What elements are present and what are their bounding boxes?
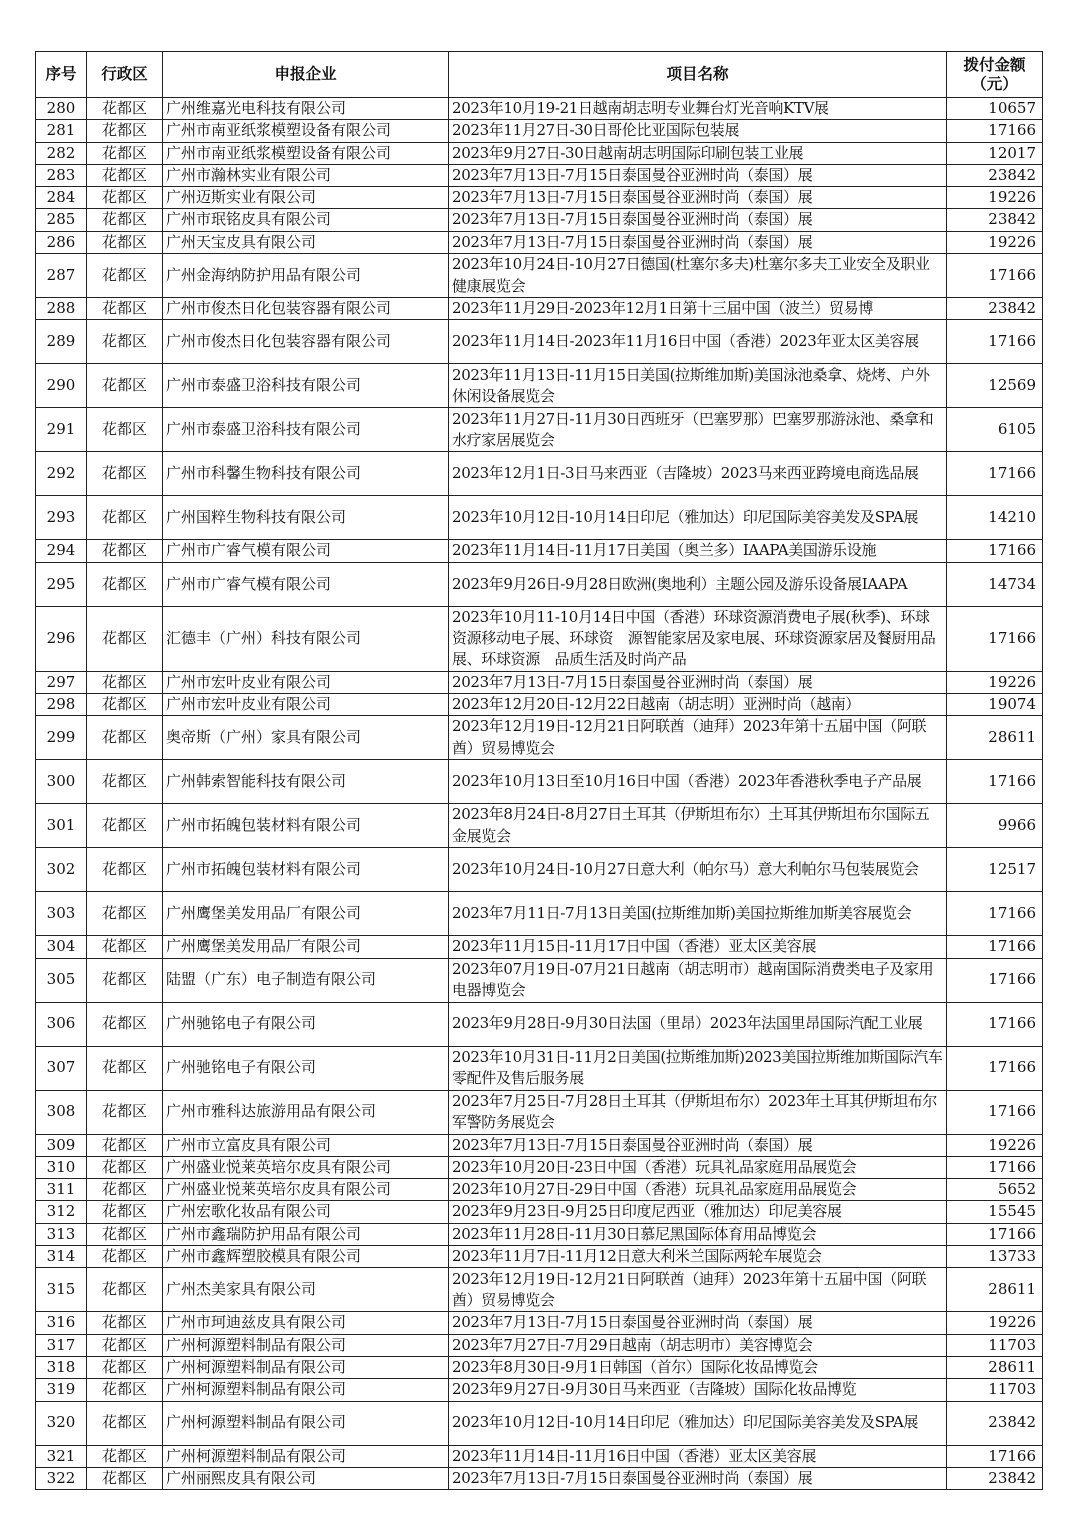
row-project: 2023年10月19-21日越南胡志明专业舞台灯光音响KTV展 — [449, 98, 947, 120]
row-company: 广州市鑫瑞防护用品有限公司 — [163, 1223, 449, 1245]
row-company: 广州柯源塑料制品有限公司 — [163, 1334, 449, 1356]
row-company: 广州市南亚纸浆模塑设备有限公司 — [163, 120, 449, 142]
funding-table — [35, 51, 1043, 1490]
row-company: 广州市宏叶皮业有限公司 — [163, 671, 449, 693]
row-district: 花都区 — [87, 848, 163, 892]
row-serial: 316 — [36, 1312, 87, 1334]
table-row — [36, 1002, 1043, 1046]
row-district: 花都区 — [87, 606, 163, 671]
row-district: 花都区 — [87, 804, 163, 848]
row-serial: 306 — [36, 1002, 87, 1046]
row-company: 广州市拓魄包装材料有限公司 — [163, 848, 449, 892]
row-project: 2023年7月13日-7月15日泰国曼谷亚洲时尚（泰国）展 — [449, 671, 947, 693]
row-project: 2023年11月7日-11月12日意大利米兰国际两轮车展览会 — [449, 1246, 947, 1268]
row-amount: 19226 — [947, 671, 1043, 693]
row-serial: 309 — [36, 1134, 87, 1156]
row-district: 花都区 — [87, 1046, 163, 1090]
row-project: 2023年11月14日-2023年11月16日中国（香港）2023年亚太区美容展 — [449, 320, 947, 364]
row-company: 广州市瀚林实业有限公司 — [163, 164, 449, 186]
row-company: 广州柯源塑料制品有限公司 — [163, 1356, 449, 1378]
row-amount: 17166 — [947, 452, 1043, 496]
row-project: 2023年9月27日-9月30日马来西亚（吉隆坡）国际化妆品博览 — [449, 1379, 947, 1401]
row-company: 广州柯源塑料制品有限公司 — [163, 1445, 449, 1467]
row-company: 广州丽熙皮具有限公司 — [163, 1467, 449, 1489]
row-serial: 283 — [36, 164, 87, 186]
row-company: 广州鹰堡美发用品厂有限公司 — [163, 892, 449, 936]
table-row — [36, 452, 1043, 496]
table-row — [36, 209, 1043, 231]
row-company: 广州市泰盛卫浴科技有限公司 — [163, 364, 449, 408]
row-company: 广州市珂迪兹皮具有限公司 — [163, 1312, 449, 1334]
row-serial: 302 — [36, 848, 87, 892]
row-project: 2023年7月27日-7月29日越南（胡志明市）美容博览会 — [449, 1334, 947, 1356]
row-project: 2023年10月24日-10月27日意大利（帕尔马）意大利帕尔马包装展览会 — [449, 848, 947, 892]
row-district: 花都区 — [87, 1268, 163, 1312]
row-district: 花都区 — [87, 1356, 163, 1378]
row-amount: 11703 — [947, 1334, 1043, 1356]
row-serial: 286 — [36, 231, 87, 253]
row-district: 花都区 — [87, 936, 163, 958]
table-row — [36, 1379, 1043, 1401]
row-project: 2023年7月13日-7月15日泰国曼谷亚洲时尚（泰国）展 — [449, 1134, 947, 1156]
row-serial: 315 — [36, 1268, 87, 1312]
row-serial: 299 — [36, 716, 87, 760]
row-district: 花都区 — [87, 716, 163, 760]
header-amount: 拨付金额 （元） — [947, 52, 1043, 98]
table-row — [36, 1268, 1043, 1312]
row-district: 花都区 — [87, 1201, 163, 1223]
row-district: 花都区 — [87, 562, 163, 606]
row-amount: 19226 — [947, 187, 1043, 209]
row-district: 花都区 — [87, 1134, 163, 1156]
row-serial: 304 — [36, 936, 87, 958]
row-serial: 305 — [36, 958, 87, 1002]
row-district: 花都区 — [87, 540, 163, 562]
row-amount: 17166 — [947, 320, 1043, 364]
row-district: 花都区 — [87, 1445, 163, 1467]
row-amount: 17166 — [947, 1156, 1043, 1178]
table-row — [36, 693, 1043, 715]
table-row — [36, 848, 1043, 892]
table-row — [36, 892, 1043, 936]
table-row — [36, 254, 1043, 298]
row-district: 花都区 — [87, 958, 163, 1002]
row-district: 花都区 — [87, 1467, 163, 1489]
table-row — [36, 364, 1043, 408]
row-amount: 9966 — [947, 804, 1043, 848]
table-row — [36, 936, 1043, 958]
row-serial: 317 — [36, 1334, 87, 1356]
row-amount: 14734 — [947, 562, 1043, 606]
table-row — [36, 1312, 1043, 1334]
header-project: 项目名称 — [449, 52, 947, 98]
row-company: 广州盛业悦莱英培尔皮具有限公司 — [163, 1179, 449, 1201]
row-amount: 28611 — [947, 716, 1043, 760]
row-serial: 321 — [36, 1445, 87, 1467]
row-project: 2023年7月25日-7月28日土耳其（伊斯坦布尔）2023年土耳其伊斯坦布尔军警防务展览会 — [449, 1090, 947, 1134]
row-district: 花都区 — [87, 364, 163, 408]
row-amount: 19074 — [947, 693, 1043, 715]
table-row — [36, 1401, 1043, 1445]
row-project: 2023年7月13日-7月15日泰国曼谷亚洲时尚（泰国）展 — [449, 164, 947, 186]
row-project: 2023年9月23日-9月25日印度尼西亚（雅加达）印尼美容展 — [449, 1201, 947, 1223]
row-project: 2023年10月13日至10月16日中国（香港）2023年香港秋季电子产品展 — [449, 760, 947, 804]
row-company: 广州迈斯实业有限公司 — [163, 187, 449, 209]
row-project: 2023年12月1日-3日马来西亚（吉隆坡）2023马来西亚跨境电商选品展 — [449, 452, 947, 496]
row-serial: 287 — [36, 254, 87, 298]
table-row — [36, 1445, 1043, 1467]
row-amount: 14210 — [947, 496, 1043, 540]
table-row — [36, 540, 1043, 562]
row-serial: 298 — [36, 693, 87, 715]
row-company: 广州盛业悦莱英培尔皮具有限公司 — [163, 1156, 449, 1178]
row-company: 广州维嘉光电科技有限公司 — [163, 98, 449, 120]
row-serial: 310 — [36, 1156, 87, 1178]
row-project: 2023年10月11-10月14日中国（香港）环球资源消费电子展(秋季)、环球资源移动电子展、环球资 源智能家居及家电展、环球资源家居及餐厨用品展、环球资源 品质生活及时尚产品 — [449, 606, 947, 671]
row-company: 广州国粹生物科技有限公司 — [163, 496, 449, 540]
row-project: 2023年12月20日-12月22日越南（胡志明）亚洲时尚（越南） — [449, 693, 947, 715]
row-amount: 17166 — [947, 1223, 1043, 1245]
row-district: 花都区 — [87, 209, 163, 231]
row-district: 花都区 — [87, 1223, 163, 1245]
table-row — [36, 320, 1043, 364]
row-serial: 314 — [36, 1246, 87, 1268]
table-row — [36, 496, 1043, 540]
header-serial: 序号 — [36, 52, 87, 98]
row-amount: 5652 — [947, 1179, 1043, 1201]
row-serial: 308 — [36, 1090, 87, 1134]
row-district: 花都区 — [87, 452, 163, 496]
header-company: 申报企业 — [163, 52, 449, 98]
row-amount: 19226 — [947, 231, 1043, 253]
row-district: 花都区 — [87, 1179, 163, 1201]
row-serial: 290 — [36, 364, 87, 408]
header-row — [36, 52, 1043, 98]
table-row — [36, 98, 1043, 120]
row-district: 花都区 — [87, 98, 163, 120]
row-district: 花都区 — [87, 1156, 163, 1178]
row-company: 广州杰美家具有限公司 — [163, 1268, 449, 1312]
row-district: 花都区 — [87, 1246, 163, 1268]
row-district: 花都区 — [87, 187, 163, 209]
row-company: 广州市南亚纸浆模塑设备有限公司 — [163, 142, 449, 164]
row-district: 花都区 — [87, 254, 163, 298]
row-district: 花都区 — [87, 693, 163, 715]
row-serial: 320 — [36, 1401, 87, 1445]
row-company: 广州驰铭电子有限公司 — [163, 1002, 449, 1046]
row-district: 花都区 — [87, 1401, 163, 1445]
table-row — [36, 298, 1043, 320]
row-district: 花都区 — [87, 408, 163, 452]
row-company: 广州宏歌化妆品有限公司 — [163, 1201, 449, 1223]
row-district: 花都区 — [87, 320, 163, 364]
row-serial: 312 — [36, 1201, 87, 1223]
row-amount: 17166 — [947, 606, 1043, 671]
row-company: 广州市鑫辉塑胶模具有限公司 — [163, 1246, 449, 1268]
row-amount: 12517 — [947, 848, 1043, 892]
row-amount: 17166 — [947, 1090, 1043, 1134]
row-serial: 322 — [36, 1467, 87, 1489]
table-body — [36, 98, 1043, 1490]
row-serial: 307 — [36, 1046, 87, 1090]
row-company: 广州市俊杰日化包装容器有限公司 — [163, 298, 449, 320]
row-serial: 296 — [36, 606, 87, 671]
row-serial: 285 — [36, 209, 87, 231]
row-project: 2023年11月27日-11月30日西班牙（巴塞罗那）巴塞罗那游泳池、桑拿和水疗家居展览会 — [449, 408, 947, 452]
table-row — [36, 1090, 1043, 1134]
row-company: 汇德丰（广州）科技有限公司 — [163, 606, 449, 671]
table-row — [36, 231, 1043, 253]
row-company: 广州驰铭电子有限公司 — [163, 1046, 449, 1090]
table-row — [36, 187, 1043, 209]
row-company: 广州市广睿气模有限公司 — [163, 540, 449, 562]
row-project: 2023年8月24日-8月27日土耳其（伊斯坦布尔）土耳其伊斯坦布尔国际五金展览会 — [449, 804, 947, 848]
row-amount: 17166 — [947, 936, 1043, 958]
row-district: 花都区 — [87, 1090, 163, 1134]
row-project: 2023年9月28日-9月30日法国（里昂）2023年法国里昂国际汽配工业展 — [449, 1002, 947, 1046]
table-row — [36, 1134, 1043, 1156]
row-project: 2023年10月24日-10月27日德国(杜塞尔多夫)杜塞尔多夫工业安全及职业健康展览会 — [449, 254, 947, 298]
row-amount: 11703 — [947, 1379, 1043, 1401]
table-row — [36, 958, 1043, 1002]
row-company: 广州市宏叶皮业有限公司 — [163, 693, 449, 715]
table-row — [36, 1179, 1043, 1201]
row-project: 2023年11月28日-11月30日慕尼黑国际体育用品博览会 — [449, 1223, 947, 1245]
row-amount: 17166 — [947, 120, 1043, 142]
row-project: 2023年9月26日-9月28日欧洲(奥地利）主题公园及游乐设备展IAAPA — [449, 562, 947, 606]
row-district: 花都区 — [87, 1002, 163, 1046]
row-amount: 17166 — [947, 958, 1043, 1002]
table-row — [36, 716, 1043, 760]
row-serial: 300 — [36, 760, 87, 804]
row-amount: 17166 — [947, 254, 1043, 298]
row-project: 2023年11月15日-11月17日中国（香港）亚太区美容展 — [449, 936, 947, 958]
row-project: 2023年11月14日-11月17日美国（奥兰多）IAAPA美国游乐设施 — [449, 540, 947, 562]
row-serial: 303 — [36, 892, 87, 936]
header-district: 行政区 — [87, 52, 163, 98]
row-district: 花都区 — [87, 231, 163, 253]
row-project: 2023年8月30日-9月1日韩国（首尔）国际化妆品博览会 — [449, 1356, 947, 1378]
row-amount: 17166 — [947, 1046, 1043, 1090]
row-serial: 282 — [36, 142, 87, 164]
row-serial: 313 — [36, 1223, 87, 1245]
row-serial: 280 — [36, 98, 87, 120]
row-project: 2023年7月13日-7月15日泰国曼谷亚洲时尚（泰国）展 — [449, 1467, 947, 1489]
table-row — [36, 164, 1043, 186]
row-amount: 10657 — [947, 98, 1043, 120]
row-district: 花都区 — [87, 120, 163, 142]
row-company: 陆盟（广东）电子制造有限公司 — [163, 958, 449, 1002]
table-row — [36, 1223, 1043, 1245]
row-company: 广州市立富皮具有限公司 — [163, 1134, 449, 1156]
row-amount: 19226 — [947, 1312, 1043, 1334]
row-serial: 289 — [36, 320, 87, 364]
row-amount: 13733 — [947, 1246, 1043, 1268]
table-row — [36, 1467, 1043, 1489]
row-company: 广州市广睿气模有限公司 — [163, 562, 449, 606]
row-company: 广州市俊杰日化包装容器有限公司 — [163, 320, 449, 364]
row-company: 广州柯源塑料制品有限公司 — [163, 1379, 449, 1401]
table-row — [36, 671, 1043, 693]
row-district: 花都区 — [87, 164, 163, 186]
row-project: 2023年11月13日-11月15日美国(拉斯维加斯)美国泳池桑拿、烧烤、户外休闲设备展览会 — [449, 364, 947, 408]
table-row — [36, 606, 1043, 671]
row-district: 花都区 — [87, 142, 163, 164]
row-district: 花都区 — [87, 496, 163, 540]
row-district: 花都区 — [87, 1379, 163, 1401]
table-row — [36, 760, 1043, 804]
row-company: 广州市珉铭皮具有限公司 — [163, 209, 449, 231]
row-amount: 23842 — [947, 209, 1043, 231]
row-company: 广州金海纳防护用品有限公司 — [163, 254, 449, 298]
row-amount: 28611 — [947, 1268, 1043, 1312]
row-serial: 291 — [36, 408, 87, 452]
row-project: 2023年10月12日-10月14日印尼（雅加达）印尼国际美容美发及SPA展 — [449, 1401, 947, 1445]
row-amount: 28611 — [947, 1356, 1043, 1378]
table-row — [36, 120, 1043, 142]
table-row — [36, 562, 1043, 606]
row-company: 广州市拓魄包装材料有限公司 — [163, 804, 449, 848]
row-amount: 15545 — [947, 1201, 1043, 1223]
table-row — [36, 1356, 1043, 1378]
table-row — [36, 1046, 1043, 1090]
row-company: 广州韩索智能科技有限公司 — [163, 760, 449, 804]
row-amount: 17166 — [947, 760, 1043, 804]
row-serial: 301 — [36, 804, 87, 848]
row-amount: 23842 — [947, 1401, 1043, 1445]
row-amount: 17166 — [947, 540, 1043, 562]
row-project: 2023年11月29日-2023年12月1日第十三届中国（波兰）贸易博 — [449, 298, 947, 320]
row-amount: 12569 — [947, 364, 1043, 408]
row-district: 花都区 — [87, 1312, 163, 1334]
row-project: 2023年7月13日-7月15日泰国曼谷亚洲时尚（泰国）展 — [449, 231, 947, 253]
row-amount: 6105 — [947, 408, 1043, 452]
row-amount: 17166 — [947, 1445, 1043, 1467]
row-serial: 284 — [36, 187, 87, 209]
row-district: 花都区 — [87, 760, 163, 804]
table-row — [36, 408, 1043, 452]
row-serial: 319 — [36, 1379, 87, 1401]
row-company: 广州市雅科达旅游用品有限公司 — [163, 1090, 449, 1134]
row-amount: 23842 — [947, 298, 1043, 320]
row-district: 花都区 — [87, 671, 163, 693]
row-serial: 311 — [36, 1179, 87, 1201]
row-company: 奥帝斯（广州）家具有限公司 — [163, 716, 449, 760]
table-row — [36, 1334, 1043, 1356]
row-project: 2023年11月14日-11月16日中国（香港）亚太区美容展 — [449, 1445, 947, 1467]
row-serial: 281 — [36, 120, 87, 142]
row-amount: 17166 — [947, 892, 1043, 936]
row-project: 2023年10月27日-29日中国（香港）玩具礼品家庭用品展览会 — [449, 1179, 947, 1201]
table-row — [36, 1156, 1043, 1178]
table-row — [36, 1201, 1043, 1223]
row-company: 广州市科馨生物科技有限公司 — [163, 452, 449, 496]
row-amount: 12017 — [947, 142, 1043, 164]
table-row — [36, 1246, 1043, 1268]
row-district: 花都区 — [87, 892, 163, 936]
row-serial: 294 — [36, 540, 87, 562]
row-company: 广州天宝皮具有限公司 — [163, 231, 449, 253]
row-district: 花都区 — [87, 298, 163, 320]
row-serial: 288 — [36, 298, 87, 320]
row-project: 2023年10月12日-10月14日印尼（雅加达）印尼国际美容美发及SPA展 — [449, 496, 947, 540]
row-serial: 292 — [36, 452, 87, 496]
row-company: 广州市泰盛卫浴科技有限公司 — [163, 408, 449, 452]
row-project: 2023年7月13日-7月15日泰国曼谷亚洲时尚（泰国）展 — [449, 1312, 947, 1334]
row-amount: 19226 — [947, 1134, 1043, 1156]
row-project: 2023年7月13日-7月15日泰国曼谷亚洲时尚（泰国）展 — [449, 187, 947, 209]
row-amount: 23842 — [947, 164, 1043, 186]
row-project: 2023年10月31日-11月2日美国(拉斯维加斯)2023美国拉斯维加斯国际汽车零配件及售后服务展 — [449, 1046, 947, 1090]
row-project: 2023年7月13日-7月15日泰国曼谷亚洲时尚（泰国）展 — [449, 209, 947, 231]
row-project: 2023年10月20日-23日中国（香港）玩具礼品家庭用品展览会 — [449, 1156, 947, 1178]
row-serial: 295 — [36, 562, 87, 606]
table-row — [36, 142, 1043, 164]
row-project: 2023年07月19日-07月21日越南（胡志明市）越南国际消费类电子及家用电器博览会 — [449, 958, 947, 1002]
row-serial: 297 — [36, 671, 87, 693]
row-project: 2023年9月27日-30日越南胡志明国际印刷包装工业展 — [449, 142, 947, 164]
row-project: 2023年12月19日-12月21日阿联酋（迪拜）2023年第十五届中国（阿联酋）贸易博览会 — [449, 716, 947, 760]
row-serial: 293 — [36, 496, 87, 540]
row-serial: 318 — [36, 1356, 87, 1378]
table-row — [36, 804, 1043, 848]
row-amount: 23842 — [947, 1467, 1043, 1489]
row-project: 2023年7月11日-7月13日美国(拉斯维加斯)美国拉斯维加斯美容展览会 — [449, 892, 947, 936]
row-amount: 17166 — [947, 1002, 1043, 1046]
row-company: 广州柯源塑料制品有限公司 — [163, 1401, 449, 1445]
row-district: 花都区 — [87, 1334, 163, 1356]
row-project: 2023年11月27日-30日哥伦比亚国际包装展 — [449, 120, 947, 142]
row-company: 广州鹰堡美发用品厂有限公司 — [163, 936, 449, 958]
row-project: 2023年12月19日-12月21日阿联酋（迪拜）2023年第十五届中国（阿联酋）贸易博览会 — [449, 1268, 947, 1312]
